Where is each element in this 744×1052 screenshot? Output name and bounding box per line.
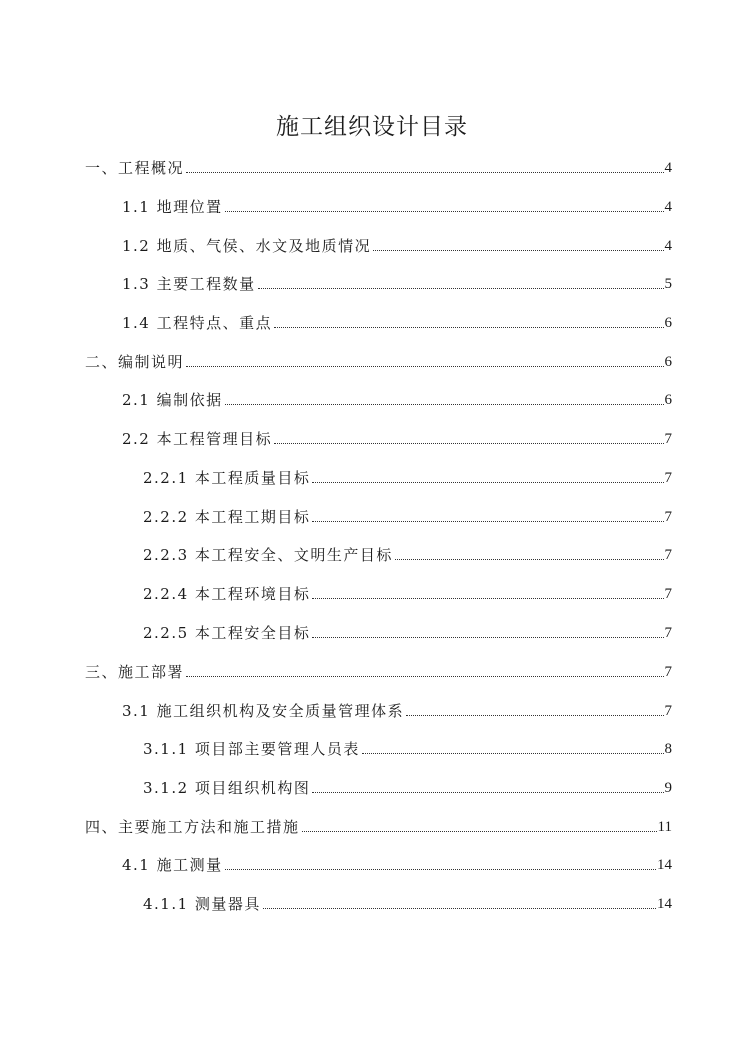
toc-dot-leader [373, 249, 663, 251]
toc-entry[interactable] [143, 619, 672, 643]
toc-entry-page: 5 [664, 276, 672, 292]
toc-entry-label: 二、编制说明 [85, 353, 185, 371]
toc-dot-leader [186, 171, 663, 173]
toc-entry-page: 9 [664, 780, 672, 796]
toc-entry[interactable] [122, 193, 672, 217]
toc-dot-leader [312, 636, 663, 638]
toc-entry-label: 1.1 地理位置 [122, 198, 223, 216]
toc-entry-page: 6 [664, 392, 672, 408]
toc-entry-page: 6 [664, 354, 672, 370]
toc-entry-page: 8 [664, 741, 672, 757]
toc-entry-page: 6 [664, 315, 672, 331]
toc-dot-leader [274, 326, 663, 328]
toc-entry-label: 3.1.2 项目组织机构图 [143, 779, 311, 797]
toc-entry-page: 4 [664, 160, 672, 176]
toc-entry-page: 7 [664, 625, 672, 641]
toc-dot-leader [258, 287, 664, 289]
toc-dot-leader [225, 403, 664, 405]
toc-entry-label: 4.1 施工测量 [122, 856, 223, 874]
toc-entry[interactable] [143, 464, 672, 488]
toc-entry[interactable] [143, 580, 672, 604]
toc-entry[interactable] [143, 541, 672, 565]
toc-dot-leader [312, 481, 663, 483]
toc-entry-label: 2.2.3 本工程安全、文明生产目标 [143, 546, 393, 564]
toc-entry[interactable] [85, 154, 672, 178]
toc-entry-page: 7 [664, 703, 672, 719]
toc-entry-label: 2.2.4 本工程环境目标 [143, 585, 311, 603]
toc-entry-page: 7 [664, 509, 672, 525]
toc-dot-leader [263, 907, 656, 909]
toc-entry-label: 3.1.1 项目部主要管理人员表 [143, 740, 360, 758]
page-title: 施工组织设计目录 [276, 114, 468, 140]
toc-entry-page: 14 [657, 857, 672, 873]
toc-entry[interactable] [122, 309, 672, 333]
toc-entry-label: 2.2.1 本工程质量目标 [143, 469, 311, 487]
toc-dot-leader [312, 520, 663, 522]
toc-entry-page: 4 [664, 238, 672, 254]
toc-entry[interactable] [122, 270, 672, 294]
toc-entry[interactable] [85, 348, 672, 372]
toc-dot-leader [312, 791, 663, 793]
toc-entry-label: 4.1.1 测量器具 [143, 895, 261, 913]
toc-entry-page: 7 [664, 586, 672, 602]
toc-entry-page: 4 [664, 199, 672, 215]
toc-dot-leader [302, 830, 657, 832]
toc-entry[interactable] [122, 386, 672, 410]
toc-dot-leader [186, 365, 663, 367]
toc-entry[interactable] [143, 774, 672, 798]
toc-entry[interactable] [122, 851, 672, 875]
toc-entry-page: 7 [664, 547, 672, 563]
toc-entry-page: 7 [664, 470, 672, 486]
toc-dot-leader [312, 597, 663, 599]
toc-entry-page: 11 [657, 819, 672, 835]
toc-entry[interactable] [143, 735, 672, 759]
toc-entry-label: 1.2 地质、气侯、水文及地质情况 [122, 237, 372, 255]
toc-entry-label: 三、施工部署 [85, 663, 185, 681]
toc-dot-leader [395, 558, 664, 560]
toc-entry-label: 2.1 编制依据 [122, 391, 223, 409]
toc-dot-leader [225, 868, 656, 870]
toc-dot-leader [362, 752, 664, 754]
toc-dot-leader [274, 442, 663, 444]
toc-entry-label: 1.4 工程特点、重点 [122, 314, 273, 332]
toc-dot-leader [225, 210, 664, 212]
toc-entry-label: 2.2.2 本工程工期目标 [143, 508, 311, 526]
toc-entry[interactable] [85, 813, 672, 837]
toc-entry-label: 2.2 本工程管理目标 [122, 430, 273, 448]
toc-entry[interactable] [122, 425, 672, 449]
toc-entry-label: 2.2.5 本工程安全目标 [143, 624, 311, 642]
toc-entry-page: 7 [664, 431, 672, 447]
toc-entry[interactable] [85, 658, 672, 682]
toc-entry-label: 四、主要施工方法和施工措施 [85, 818, 300, 836]
toc-dot-leader [186, 675, 663, 677]
toc-entry-label: 一、工程概况 [85, 159, 185, 177]
toc-entry[interactable] [122, 232, 672, 256]
toc-entry-label: 1.3 主要工程数量 [122, 275, 256, 293]
toc-entry-page: 14 [657, 896, 672, 912]
toc-entry[interactable] [143, 503, 672, 527]
toc-entry-label: 3.1 施工组织机构及安全质量管理体系 [122, 702, 405, 720]
toc-entry[interactable] [143, 890, 672, 914]
toc-dot-leader [406, 714, 663, 716]
toc-entry[interactable] [122, 697, 672, 721]
toc-entry-page: 7 [664, 664, 672, 680]
